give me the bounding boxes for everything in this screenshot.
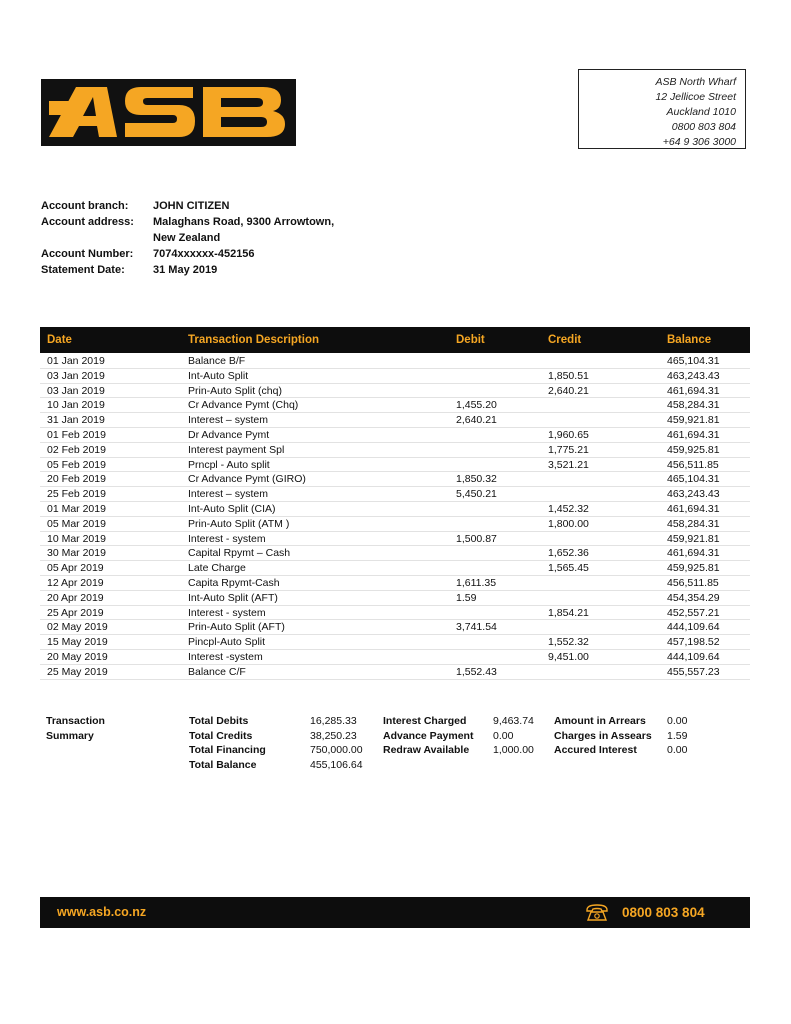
- row-balance: 461,694.31: [667, 502, 720, 515]
- row-balance: 444,109.64: [667, 621, 720, 634]
- row-debit: 5,450.21: [456, 488, 497, 501]
- total-financing-label: Total Financing: [189, 744, 266, 756]
- row-balance: 461,694.31: [667, 384, 720, 397]
- bank-address-line: +64 9 306 3000: [662, 136, 736, 148]
- row-balance: 455,557.23: [667, 665, 720, 678]
- advance-payment-value: 0.00: [493, 729, 514, 742]
- table-row: [40, 665, 750, 680]
- row-debit: 1,552.43: [456, 665, 497, 678]
- row-debit: 1,611.35: [456, 576, 497, 589]
- row-date: 01 Mar 2019: [47, 502, 106, 515]
- row-date: 10 Jan 2019: [47, 399, 105, 412]
- table-row: [40, 398, 750, 413]
- row-date: 05 Apr 2019: [47, 562, 104, 575]
- row-description: Balance C/F: [188, 665, 246, 678]
- row-description: Cr Advance Pymt (Chq): [188, 399, 299, 412]
- header-date: Date: [47, 334, 72, 346]
- row-description: Interest – system: [188, 488, 268, 501]
- row-date: 10 Mar 2019: [47, 532, 106, 545]
- row-balance: 454,354.29: [667, 591, 720, 604]
- header-description: Transaction Description: [188, 334, 320, 346]
- row-description: Int-Auto Split (CIA): [188, 502, 276, 515]
- table-row: [40, 620, 750, 635]
- account-number-label: Account Number:: [41, 248, 134, 260]
- table-row: [40, 354, 750, 369]
- row-date: 31 Jan 2019: [47, 414, 105, 427]
- table-row: [40, 517, 750, 532]
- row-credit: 1,800.00: [548, 517, 589, 530]
- row-balance: 461,694.31: [667, 547, 720, 560]
- arrears-value: 0.00: [667, 715, 688, 727]
- header-credit: Credit: [548, 334, 582, 346]
- row-balance: 452,557.21: [667, 606, 720, 619]
- interest-charged-label: Interest Charged: [383, 715, 467, 727]
- table-row: [40, 472, 750, 487]
- header-debit: Debit: [456, 334, 485, 346]
- row-date: 25 Feb 2019: [47, 488, 106, 501]
- row-date: 25 May 2019: [47, 665, 108, 678]
- table-row: [40, 369, 750, 384]
- row-credit: 1,854.21: [548, 606, 589, 619]
- address-label: Account address:: [41, 216, 134, 228]
- row-description: Capita Rpymt-Cash: [188, 576, 280, 589]
- branch-value: JOHN CITIZEN: [153, 200, 230, 212]
- row-balance: 457,198.52: [667, 636, 720, 649]
- table-row: [40, 458, 750, 473]
- row-balance: 461,694.31: [667, 428, 720, 441]
- interest-charged-value: 9,463.74: [493, 715, 534, 727]
- telephone-icon: [585, 903, 609, 927]
- row-description: Balance B/F: [188, 355, 246, 367]
- row-balance: 459,921.81: [667, 532, 720, 545]
- row-description: Interest - system: [188, 532, 266, 545]
- table-row: [40, 413, 750, 428]
- row-balance: 465,104.31: [667, 473, 720, 486]
- table-row: [40, 606, 750, 621]
- row-date: 20 Feb 2019: [47, 473, 106, 486]
- table-row: [40, 443, 750, 458]
- bank-address-line: ASB North Wharf: [655, 76, 736, 88]
- advance-payment-label: Advance Payment: [383, 729, 474, 742]
- transactions-table: [40, 354, 750, 680]
- row-balance: 458,284.31: [667, 517, 720, 530]
- row-credit: 1,775.21: [548, 443, 589, 456]
- total-balance-label: Total Balance: [189, 758, 257, 771]
- footer-bar: [40, 897, 750, 928]
- branch-label: Account branch:: [41, 200, 129, 212]
- row-description: Prin-Auto Split (AFT): [188, 621, 285, 634]
- row-description: Prncpl - Auto split: [188, 458, 270, 471]
- row-date: 20 Apr 2019: [47, 591, 104, 604]
- row-credit: 2,640.21: [548, 384, 589, 397]
- total-credits-value: 38,250.23: [310, 729, 357, 742]
- redraw-value: 1,000.00: [493, 744, 534, 756]
- website-link[interactable]: www.asb.co.nz: [57, 905, 147, 919]
- account-number-value: 7074xxxxxx-452156: [153, 248, 255, 260]
- bank-address-box: [578, 69, 746, 149]
- charges-label: Charges in Assears: [554, 729, 652, 742]
- accrued-interest-label: Accured Interest: [554, 744, 637, 756]
- row-credit: 1,850.51: [548, 369, 589, 382]
- row-description: Interest payment Spl: [188, 443, 285, 456]
- row-credit: 1,452.32: [548, 502, 589, 515]
- row-description: Late Charge: [188, 562, 246, 575]
- row-description: Dr Advance Pymt: [188, 428, 270, 441]
- row-balance: 465,104.31: [667, 355, 720, 367]
- table-row: [40, 384, 750, 399]
- row-description: Int-Auto Split (AFT): [188, 591, 278, 604]
- row-date: 25 Apr 2019: [47, 606, 104, 619]
- total-balance-value: 455,106.64: [310, 758, 363, 771]
- row-balance: 459,921.81: [667, 414, 720, 427]
- arrears-label: Amount in Arrears: [554, 715, 646, 727]
- row-balance: 458,284.31: [667, 399, 720, 412]
- table-row: [40, 576, 750, 591]
- bank-address-line: 12 Jellicoe Street: [655, 91, 736, 103]
- row-date: 15 May 2019: [47, 636, 108, 649]
- table-row: [40, 650, 750, 665]
- accrued-interest-value: 0.00: [667, 744, 688, 756]
- row-date: 05 Feb 2019: [47, 458, 106, 471]
- table-row: [40, 561, 750, 576]
- table-row: [40, 635, 750, 650]
- footer-phone[interactable]: 0800 803 804: [622, 905, 705, 920]
- asb-logo: [41, 79, 296, 146]
- summary-title-line2: Summary: [46, 729, 94, 742]
- statement-date-value: 31 May 2019: [153, 264, 218, 276]
- row-balance: 463,243.43: [667, 369, 720, 382]
- row-description: Prin-Auto Split (chq): [188, 384, 282, 397]
- row-date: 30 Mar 2019: [47, 547, 106, 560]
- table-row: [40, 591, 750, 606]
- row-balance: 456,511.85: [667, 458, 719, 471]
- total-financing-value: 750,000.00: [310, 744, 363, 756]
- row-date: 03 Jan 2019: [47, 369, 105, 382]
- row-description: Interest - system: [188, 606, 266, 619]
- row-description: Int-Auto Split: [188, 369, 249, 382]
- row-description: Capital Rpymt – Cash: [188, 547, 291, 560]
- table-row: [40, 532, 750, 547]
- row-debit: 1,455.20: [456, 399, 497, 412]
- transactions-header: [40, 327, 750, 353]
- row-date: 02 May 2019: [47, 621, 108, 634]
- row-balance: 459,925.81: [667, 562, 720, 575]
- row-date: 12 Apr 2019: [47, 576, 104, 589]
- summary-title-line1: Transaction: [46, 715, 105, 727]
- row-credit: 3,521.21: [548, 458, 589, 471]
- row-debit: 1,500.87: [456, 532, 497, 545]
- row-date: 05 Mar 2019: [47, 517, 106, 530]
- row-description: Interest – system: [188, 414, 268, 427]
- row-credit: 1,960.65: [548, 428, 589, 441]
- table-row: [40, 502, 750, 517]
- row-date: 03 Jan 2019: [47, 384, 105, 397]
- row-description: Cr Advance Pymt (GIRO): [188, 473, 306, 486]
- redraw-label: Redraw Available: [383, 744, 470, 756]
- charges-value: 1.59: [667, 729, 688, 742]
- row-credit: 1,652.36: [548, 547, 589, 560]
- row-debit: 1,850.32: [456, 473, 497, 486]
- row-description: Pincpl-Auto Split: [188, 636, 266, 649]
- table-row: [40, 487, 750, 502]
- row-balance: 456,511.85: [667, 576, 719, 589]
- row-date: 01 Feb 2019: [47, 428, 106, 441]
- row-balance: 459,925.81: [667, 443, 720, 456]
- total-debits-label: Total Debits: [189, 715, 249, 727]
- table-row: [40, 428, 750, 443]
- total-credits-label: Total Credits: [189, 729, 253, 742]
- row-credit: 1,552.32: [548, 636, 589, 649]
- row-date: 20 May 2019: [47, 650, 108, 663]
- bank-address-line: Auckland 1010: [666, 106, 736, 118]
- statement-date-label: Statement Date:: [41, 264, 125, 276]
- row-date: 02 Feb 2019: [47, 443, 106, 456]
- bank-address-line: 0800 803 804: [671, 121, 736, 133]
- row-debit: 2,640.21: [456, 414, 497, 427]
- total-debits-value: 16,285.33: [310, 715, 357, 727]
- row-debit: 3,741.54: [456, 621, 497, 634]
- address-value-line2: New Zealand: [153, 232, 221, 244]
- row-balance: 463,243.43: [667, 488, 720, 501]
- table-row: [40, 546, 750, 561]
- row-description: Prin-Auto Split (ATM ): [188, 517, 290, 530]
- row-balance: 444,109.64: [667, 650, 720, 663]
- row-credit: 9,451.00: [548, 650, 589, 663]
- address-value-line1: Malaghans Road, 9300 Arrowtown,: [153, 216, 335, 228]
- header-balance: Balance: [667, 334, 712, 346]
- row-debit: 1.59: [456, 591, 477, 604]
- row-date: 01 Jan 2019: [47, 355, 105, 367]
- row-credit: 1,565.45: [548, 562, 589, 575]
- row-description: Interest -system: [188, 650, 263, 663]
